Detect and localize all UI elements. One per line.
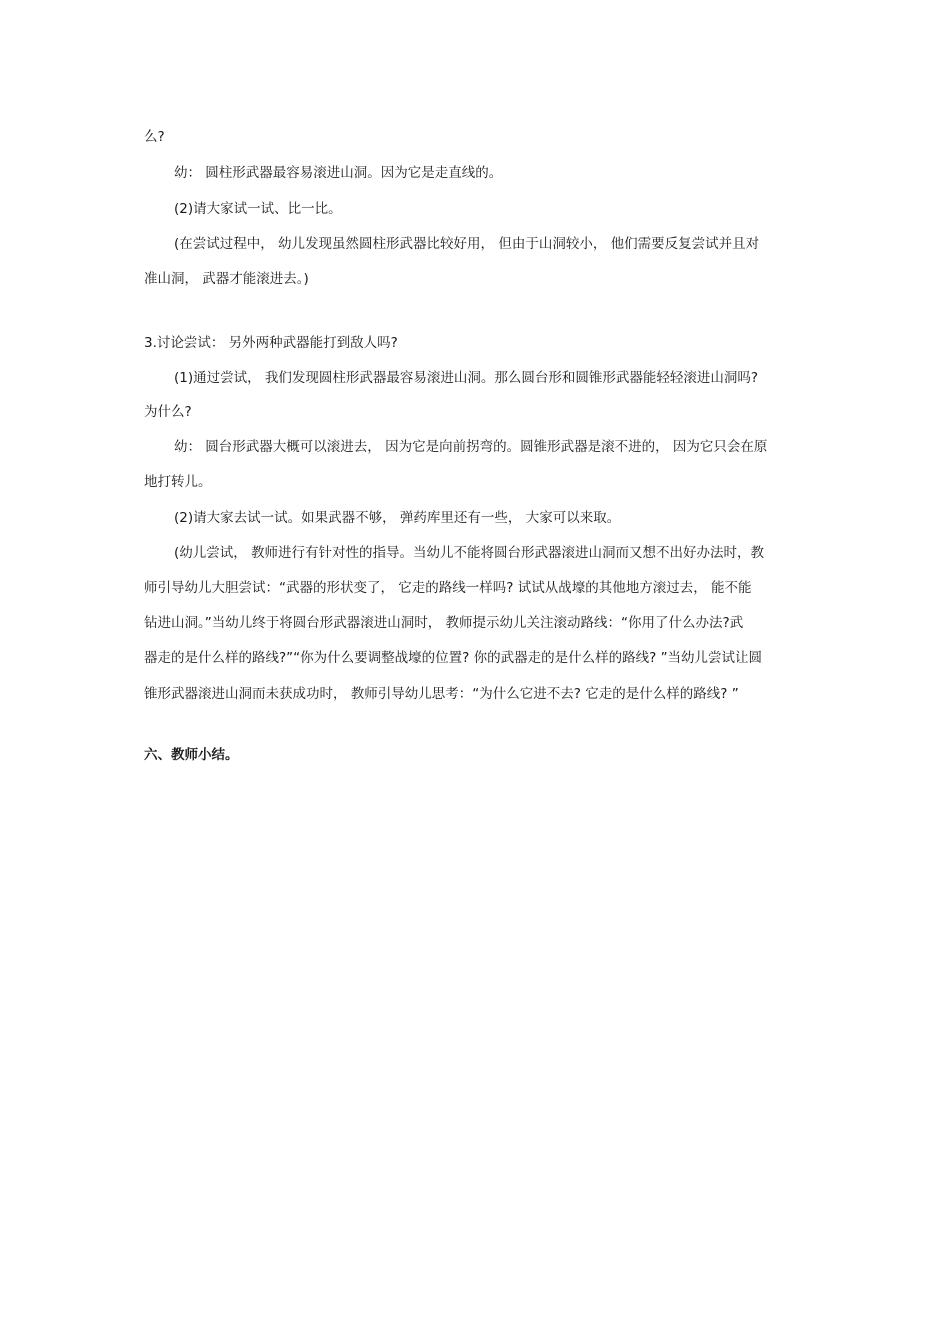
text-line: 为什么? [144, 404, 192, 420]
text-line: 锥形武器滚进山洞而未获成功时， 教师引导幼儿思考：“为什么它进不去? 它走的是什么样的路线? ” [144, 686, 739, 702]
text-line: (1)通过尝试， 我们发现圆柱形武器最容易滚进山洞。那么圆台形和圆锥形武器能轻轻滚进山洞吗? [174, 370, 759, 386]
text-line: 么? [144, 129, 165, 145]
text-line: 幼： 圆台形武器大概可以滚进去， 因为它是向前拐弯的。圆锥形武器是滚不进的， 因为它只会在原 [174, 439, 768, 455]
text-line: 钻进山洞。”当幼儿终于将圆台形武器滚进山洞时， 教师提示幼儿关注滚动路线：“你用了什么办法?武 [144, 615, 744, 631]
text-line: 器走的是什么样的路线?”“你为什么要调整战壕的位置? 你的武器走的是什么样的路线? ”当幼儿尝试让圆 [144, 650, 763, 666]
text-line: (2)请大家试一试、比一比。 [174, 201, 342, 217]
text-line: (2)请大家去试一试。如果武器不够， 弹药库里还有一些， 大家可以来取。 [174, 510, 621, 526]
text-line: (幼儿尝试， 教师进行有针对性的指导。当幼儿不能将圆台形武器滚进山洞而又想不出好办法时，教 [174, 545, 765, 561]
text-line: 准山洞， 武器才能滚进去。) [144, 271, 309, 287]
text-line: (在尝试过程中， 幼儿发现虽然圆柱形武器比较好用， 但由于山洞较小， 他们需要反复尝试并且对 [174, 236, 760, 252]
text-line: 地打转儿。 [144, 474, 212, 490]
text-line: 师引导幼儿大胆尝试：“武器的形状变了， 它走的路线一样吗? 试试从战壕的其他地方滚过去， 能不能 [144, 580, 752, 596]
section-heading: 六、教师小结。 [144, 747, 239, 763]
text-line: 幼： 圆柱形武器最容易滚进山洞。因为它是走直线的。 [174, 165, 503, 181]
section-heading: 3.讨论尝试： 另外两种武器能打到敌人吗? [144, 335, 398, 351]
